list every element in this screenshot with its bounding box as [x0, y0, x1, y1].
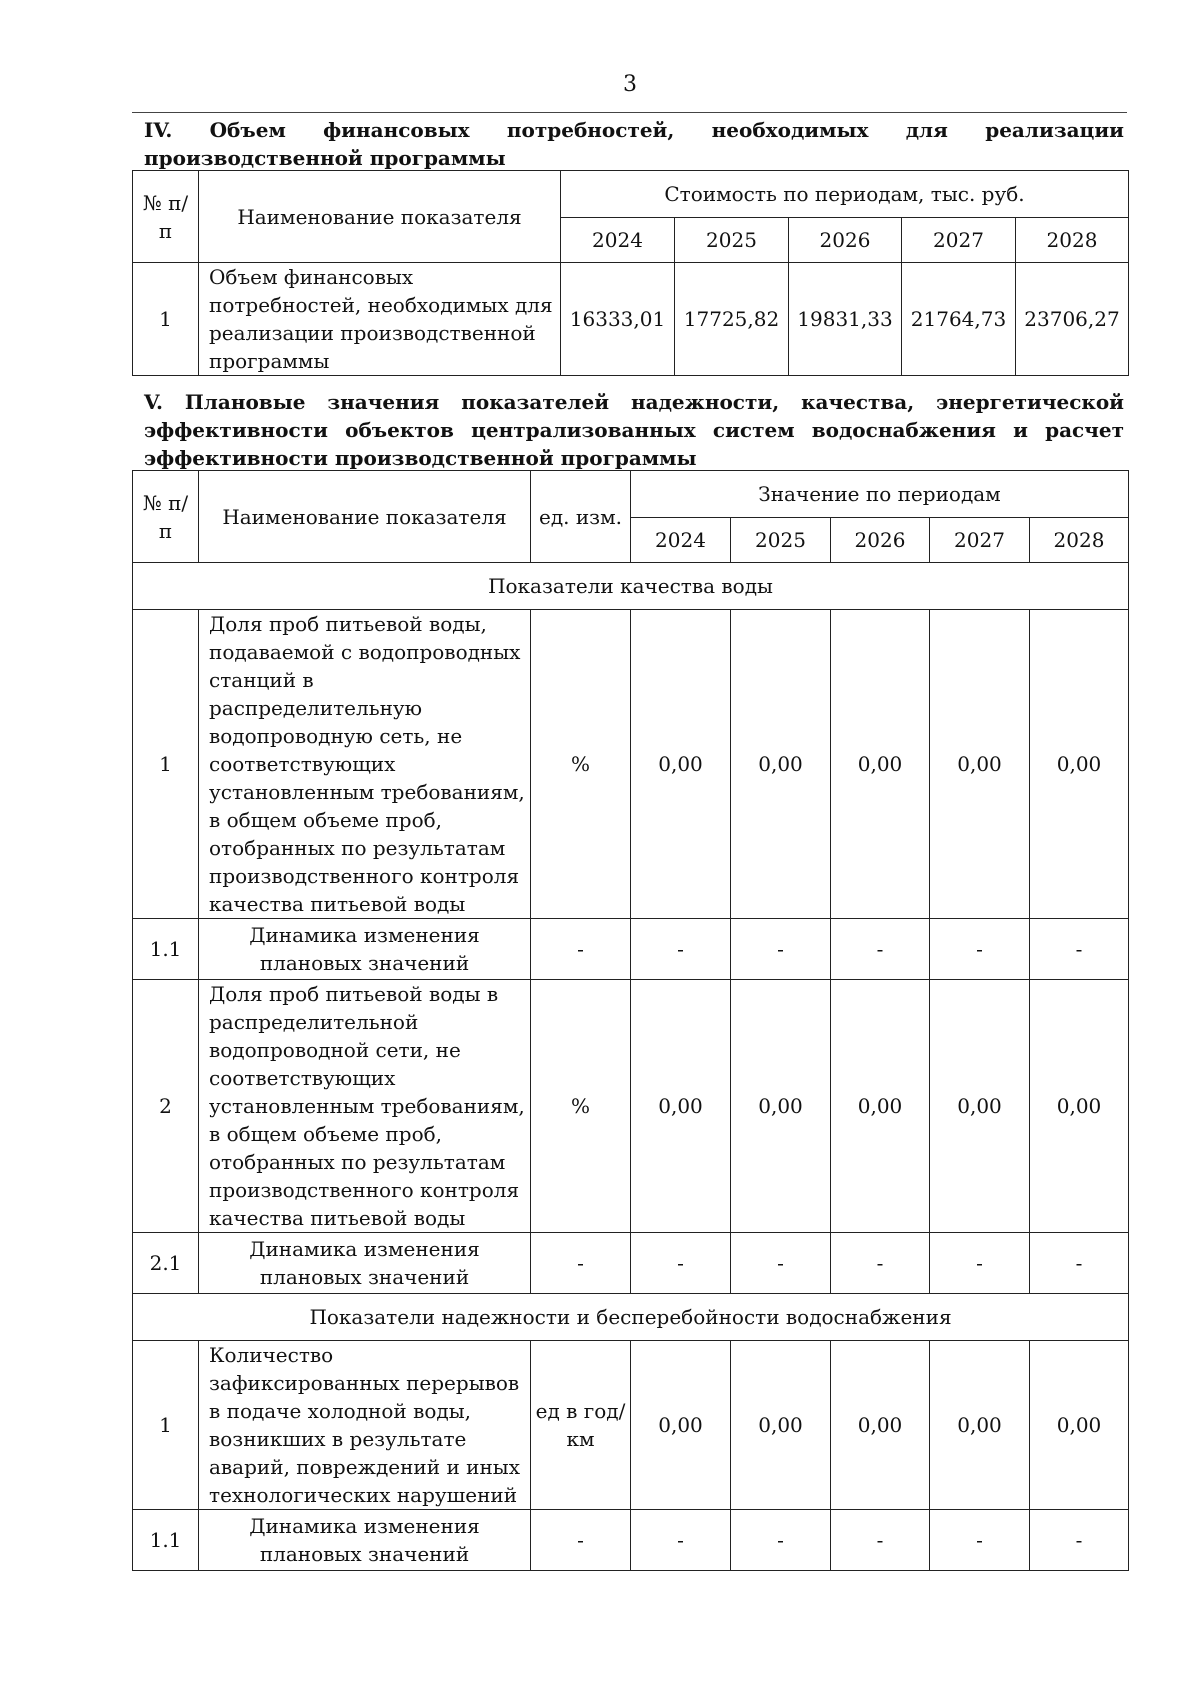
section-4-heading: IV. Объем финансовых потребностей, необходимых для реализации производственной программы: [144, 118, 1124, 170]
table-row: [133, 1341, 1129, 1510]
row-value: 0,00: [731, 610, 831, 919]
year-header: 2024: [631, 518, 731, 563]
table-row: [133, 1233, 1129, 1294]
year-header: 2025: [675, 218, 789, 263]
row-no: 1: [133, 1341, 199, 1510]
row-value: 0,00: [930, 1341, 1030, 1510]
row-name: Доля проб питьевой воды в распределительной водопроводной сети, не соответствующих установленным требованиям, в общем объеме проб, отобранных по результатам производственного контроля качества питьевой воды: [199, 980, 531, 1233]
row-no: 1: [133, 610, 199, 919]
row-value: -: [631, 919, 731, 980]
col-header-name: Наименование показателя: [199, 471, 531, 563]
row-value: 0,00: [930, 610, 1030, 919]
row-value: 0,00: [831, 610, 930, 919]
indicators-table: [132, 470, 1129, 1571]
group-title-reliability: Показатели надежности и бесперебойности водоснабжения: [133, 1294, 1129, 1341]
row-name: Доля проб питьевой воды, подаваемой с водопроводных станций в распределительную водопроводную сеть, не соответствующих установленным требованиям, в общем объеме проб, отобранных по результатам производственного контроля качества питьевой воды: [199, 610, 531, 919]
col-header-no: № п/п: [133, 171, 199, 263]
row-name: Динамика изменения плановых значений: [199, 1233, 531, 1294]
row-value: -: [831, 1233, 930, 1294]
row-no: 2: [133, 980, 199, 1233]
row-value: 23706,27: [1016, 263, 1129, 376]
year-header: 2028: [1030, 518, 1129, 563]
row-unit: -: [531, 1510, 631, 1571]
table-row: [133, 1510, 1129, 1571]
col-header-unit: ед. изм.: [531, 471, 631, 563]
year-header: 2026: [831, 518, 930, 563]
row-name: Динамика изменения плановых значений: [199, 1510, 531, 1571]
row-value: 19831,33: [789, 263, 902, 376]
row-unit: %: [531, 610, 631, 919]
header-rule: [132, 112, 1127, 113]
year-header: 2024: [561, 218, 675, 263]
financial-needs-table: [132, 170, 1129, 376]
row-value: 0,00: [731, 1341, 831, 1510]
row-value: -: [930, 919, 1030, 980]
year-header: 2027: [902, 218, 1016, 263]
year-header: 2026: [789, 218, 902, 263]
row-value: -: [1030, 1510, 1129, 1571]
row-unit: ед в год/ км: [531, 1341, 631, 1510]
row-unit: %: [531, 980, 631, 1233]
group-row: [133, 1294, 1129, 1341]
row-value: -: [831, 919, 930, 980]
row-value: -: [1030, 919, 1129, 980]
row-value: 0,00: [1030, 610, 1129, 919]
row-name: Количество зафиксированных перерывов в подаче холодной воды, возникших в результате аварий, повреждений и иных технологических нарушений: [199, 1341, 531, 1510]
row-no: 1: [133, 263, 199, 376]
row-name: Объем финансовых потребностей, необходимых для реализации производственной программы: [199, 263, 561, 376]
col-header-no: № п/п: [133, 471, 199, 563]
col-header-name: Наименование показателя: [199, 171, 561, 263]
year-header: 2027: [930, 518, 1030, 563]
row-value: 16333,01: [561, 263, 675, 376]
row-value: 0,00: [1030, 980, 1129, 1233]
row-no: 2.1: [133, 1233, 199, 1294]
row-value: 21764,73: [902, 263, 1016, 376]
row-name: Динамика изменения плановых значений: [199, 919, 531, 980]
row-value: 0,00: [631, 610, 731, 919]
row-value: 0,00: [731, 980, 831, 1233]
row-unit: -: [531, 919, 631, 980]
table-row: [133, 263, 1129, 376]
row-value: -: [930, 1510, 1030, 1571]
row-value: -: [731, 1233, 831, 1294]
group-title-water-quality: Показатели качества воды: [133, 563, 1129, 610]
year-header: 2025: [731, 518, 831, 563]
row-value: 0,00: [631, 1341, 731, 1510]
table-row: [133, 610, 1129, 919]
group-row: [133, 563, 1129, 610]
section-5-heading: V. Плановые значения показателей надежности, качества, энергетической эффективности объектов централизованных систем водоснабжения и расчет эффективности производственной программы: [144, 390, 1124, 470]
row-unit: -: [531, 1233, 631, 1294]
year-header: 2028: [1016, 218, 1129, 263]
row-no: 1.1: [133, 1510, 199, 1571]
row-value: -: [1030, 1233, 1129, 1294]
row-value: -: [631, 1233, 731, 1294]
col-header-values: Значение по периодам: [631, 471, 1129, 518]
row-value: -: [631, 1510, 731, 1571]
row-value: -: [731, 1510, 831, 1571]
row-value: 0,00: [1030, 1341, 1129, 1510]
row-value: 0,00: [930, 980, 1030, 1233]
table-row: [133, 980, 1129, 1233]
row-value: 0,00: [831, 1341, 930, 1510]
page-number: 3: [623, 72, 637, 97]
row-value: -: [831, 1510, 930, 1571]
row-value: 0,00: [631, 980, 731, 1233]
row-value: -: [731, 919, 831, 980]
row-no: 1.1: [133, 919, 199, 980]
row-value: 0,00: [831, 980, 930, 1233]
row-value: -: [930, 1233, 1030, 1294]
table-row: [133, 919, 1129, 980]
row-value: 17725,82: [675, 263, 789, 376]
col-header-cost: Стоимость по периодам, тыс. руб.: [561, 171, 1129, 218]
